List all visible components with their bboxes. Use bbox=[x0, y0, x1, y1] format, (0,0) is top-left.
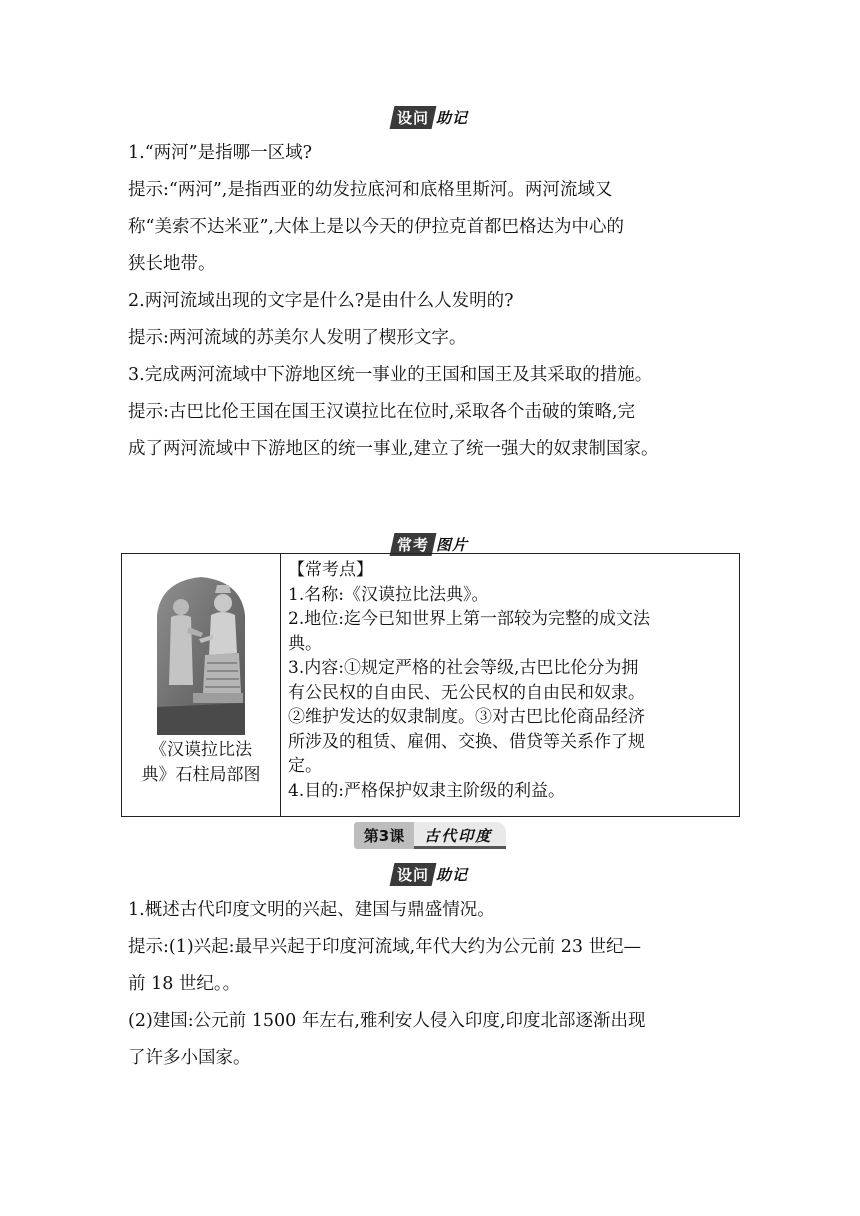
key-point-content-line-1: 3.内容:①规定严格的社会等级,古巴比伦分为拥 bbox=[288, 658, 639, 678]
qa-block-1 bbox=[128, 135, 740, 468]
key-point-name: 1.名称:《汉谟拉比法典》。 bbox=[288, 584, 489, 605]
question-2: 2.两河流域出现的文字是什么?是由什么人发明的? bbox=[128, 291, 514, 311]
key-point-content-line-2: 有公民权的自由民、无公民权的自由民和奴隶。 bbox=[288, 682, 645, 703]
section-tag-shewen-2 bbox=[0, 863, 860, 886]
answer-3-line-1: 提示:古巴比伦王国在国王汉谟拉比在位时,采取各个击破的策略,完 bbox=[128, 402, 636, 422]
answer-3-line-2: 成了两河流域中下游地区的统一事业,建立了统一强大的奴隶制国家。 bbox=[128, 439, 659, 459]
answer-1-line-2: 称“美索不达米亚”,大体上是以今天的伊拉克首都巴格达为中心的 bbox=[128, 217, 624, 237]
tag-light-label: 图片 bbox=[436, 536, 469, 554]
key-point-status-line-1: 2.地位:迄今已知世界上第一部较为完整的成文法 bbox=[288, 609, 650, 629]
question-india-1: 1.概述古代印度文明的兴起、建国与鼎盛情况。 bbox=[128, 900, 495, 920]
key-point-content-line-3: ②维护发达的奴隶制度。③对古巴比伦商品经济 bbox=[288, 707, 645, 727]
section-tag-shewen-1 bbox=[0, 106, 860, 129]
key-picture-table bbox=[121, 553, 740, 817]
key-point-content-line-5: 定。 bbox=[288, 756, 322, 776]
lesson-number: 第3课 bbox=[354, 822, 414, 849]
caption-line-1: 《汉谟拉比法 bbox=[150, 740, 252, 760]
key-points-cell bbox=[281, 554, 740, 817]
image-caption bbox=[122, 738, 280, 788]
lesson-banner bbox=[0, 822, 860, 849]
key-point-purpose: 4.目的:严格保护奴隶主阶级的利益。 bbox=[288, 780, 565, 801]
hammurabi-stele-image bbox=[153, 575, 249, 735]
key-point-content-line-4: 所涉及的租赁、雇佣、交换、借贷等关系作了规 bbox=[288, 731, 645, 752]
tag-dark-label: 设问 bbox=[396, 866, 429, 884]
answer-india-1-line-4: 了许多小国家。 bbox=[128, 1048, 251, 1068]
tag-dark-label: 设问 bbox=[396, 109, 429, 127]
image-cell bbox=[122, 554, 281, 817]
key-point-status-line-2: 典。 bbox=[288, 633, 322, 654]
answer-india-1-line-2: 前 18 世纪。。 bbox=[128, 974, 241, 994]
qa-block-3 bbox=[128, 892, 740, 1077]
question-3: 3.完成两河流域中下游地区统一事业的王国和国王及其采取的措施。 bbox=[128, 365, 653, 385]
answer-india-1-line-3: (2)建国:公元前 1500 年左右,雅利安人侵入印度,印度北部逐渐出现 bbox=[128, 1011, 646, 1031]
lesson-title: 古代印度 bbox=[414, 822, 506, 849]
tag-dark-label: 常考 bbox=[396, 536, 429, 554]
tag-light-label: 助记 bbox=[436, 109, 469, 127]
answer-1-line-1: 提示:“两河”,是指西亚的幼发拉底河和底格里斯河。两河流域又 bbox=[128, 180, 613, 200]
answer-1-line-3: 狭长地带。 bbox=[128, 254, 216, 274]
tag-light-label: 助记 bbox=[436, 866, 469, 884]
caption-line-2: 典》石柱局部图 bbox=[141, 765, 261, 785]
answer-2: 提示:两河流域的苏美尔人发明了楔形文字。 bbox=[128, 328, 467, 348]
key-points-title: 【常考点】 bbox=[288, 560, 373, 580]
question-1: 1.“两河”是指哪一区域? bbox=[128, 143, 312, 163]
answer-india-1-line-1: 提示:(1)兴起:最早兴起于印度河流域,年代大约为公元前 23 世纪— bbox=[128, 937, 642, 957]
